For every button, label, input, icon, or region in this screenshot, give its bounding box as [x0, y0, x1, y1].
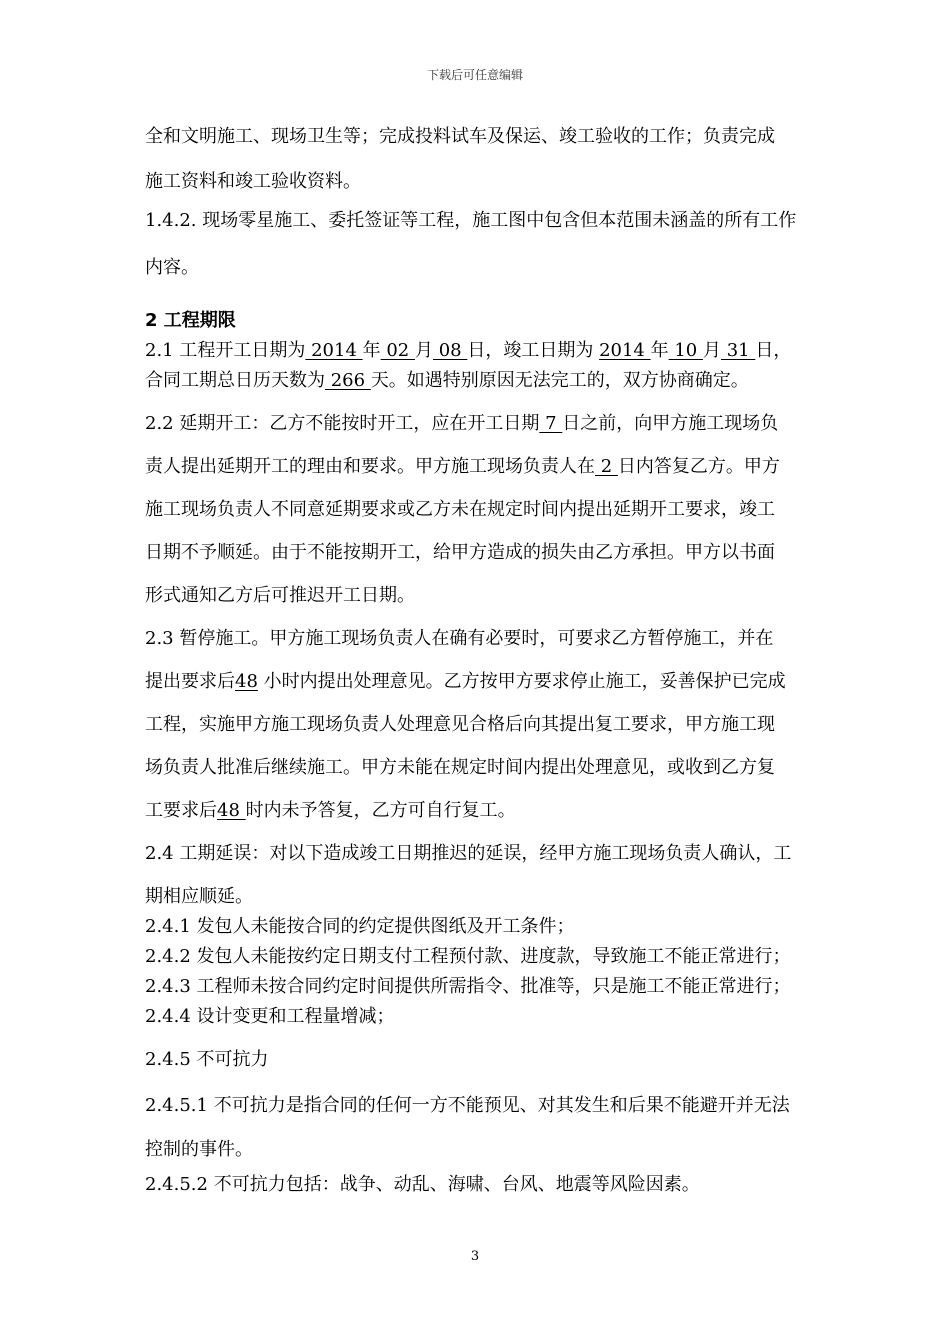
text: 2.1 工程开工日期为: [145, 340, 306, 361]
reply-days-line: [145, 456, 780, 478]
paragraph-line: 2.4 工期延误：对以下造成竣工日期推迟的延误，经甲方施工现场负责人确认，工: [145, 843, 792, 864]
end-day: 31: [720, 340, 756, 361]
list-item: 2.4.1 发包人未能按合同的约定提供图纸及开工条件；: [145, 916, 575, 937]
text: 年: [362, 340, 381, 361]
end-month: 10: [668, 340, 703, 361]
paragraph-line: 工程，实施甲方施工现场负责人处理意见合格后向其提出复工要求，甲方施工现: [145, 714, 775, 735]
paragraph-line: 内容。: [145, 257, 199, 278]
reply-days: 2: [595, 456, 618, 477]
start-day: 08: [432, 340, 468, 361]
text: 月: [702, 340, 721, 361]
resume-hours: 48: [217, 800, 246, 821]
paragraph-line: 形式通知乙方后可推迟开工日期。: [145, 585, 415, 606]
paragraph-line: 场负责人批准后继续施工。甲方未能在规定时间内提出处理意见，或收到乙方复: [145, 757, 775, 778]
text: 提出要求后: [145, 671, 235, 692]
paragraph-line: 2.4.5.2 不可抗力包括：战争、动乱、海啸、台风、地震等风险因素。: [145, 1174, 700, 1195]
list-item: 2.4.3 工程师未按合同约定时间提供所需指令、批准等，只是施工不能正常进行；: [145, 976, 791, 997]
total-days: 266: [325, 370, 371, 391]
suspension-hours-line: [145, 671, 786, 693]
response-hours: 48: [235, 671, 258, 692]
paragraph-line: 日期不予顺延。由于不能按期开工，给甲方造成的损失由乙方承担。甲方以书面: [145, 542, 775, 563]
start-year: 2014: [305, 340, 363, 361]
text: 日内答复乙方。甲方: [617, 456, 780, 477]
text: 日之前，向甲方施工现场负: [562, 413, 779, 434]
list-item: 2.4.4 设计变更和工程量增减；: [145, 1006, 395, 1027]
delay-start-line: [145, 413, 778, 435]
resume-hours-line: [145, 800, 516, 822]
text: 责人提出延期开工的理由和要求。甲方施工现场负责人在: [145, 456, 595, 477]
text: 日，: [755, 340, 792, 361]
text: 日，竣工日期为: [467, 340, 600, 361]
delay-days: 7: [539, 413, 563, 434]
start-end-date-line: [145, 340, 791, 362]
list-item: 2.4.2 发包人未能按约定日期支付工程预付款、进度款，导致施工不能正常进行；: [145, 946, 791, 967]
paragraph-line: 施工现场负责人不同意延期要求或乙方未在规定时间内提出延期开工要求，竣工: [145, 499, 775, 520]
text: 时内未予答复，乙方可自行复工。: [245, 800, 516, 821]
text: 2.2 延期开工：乙方不能按时开工，应在开工日期: [145, 413, 540, 434]
total-days-line: [145, 370, 749, 392]
section-heading: 2 工程期限: [145, 310, 236, 331]
paragraph-line: 控制的事件。: [145, 1139, 253, 1160]
page-number: 3: [470, 1249, 480, 1264]
text: 天。如遇特别原因无法完工的，双方协商确定。: [370, 370, 749, 391]
text: 小时内提出处理意见。乙方按甲方要求停止施工，妥善保护已完成: [257, 671, 786, 692]
list-item: 2.4.5 不可抗力: [145, 1049, 269, 1070]
paragraph-line: 全和文明施工、现场卫生等；完成投料试车及保运、竣工验收的工作；负责完成: [145, 126, 775, 147]
text: 月: [414, 340, 433, 361]
paragraph-line: 期相应顺延。: [145, 886, 253, 907]
start-month: 02: [380, 340, 415, 361]
paragraph-line: 2.3 暂停施工。甲方施工现场负责人在确有必要时，可要求乙方暂停施工，并在: [145, 628, 774, 649]
text: 合同工期总日历天数为: [145, 370, 325, 391]
text: 工要求后: [145, 800, 217, 821]
page-header: 下载后可任意编辑: [426, 68, 523, 82]
paragraph-line: 2.4.5.1 不可抗力是指合同的任何一方不能预见、对其发生和后果不能避开并无法: [145, 1095, 790, 1116]
end-year: 2014: [599, 340, 651, 361]
paragraph-line: 1.4.2. 现场零星施工、委托签证等工程，施工图中包含但本范围未涵盖的所有工作: [145, 210, 797, 231]
paragraph-line: 施工资料和竣工验收资料。: [145, 171, 361, 192]
text: 年: [650, 340, 669, 361]
